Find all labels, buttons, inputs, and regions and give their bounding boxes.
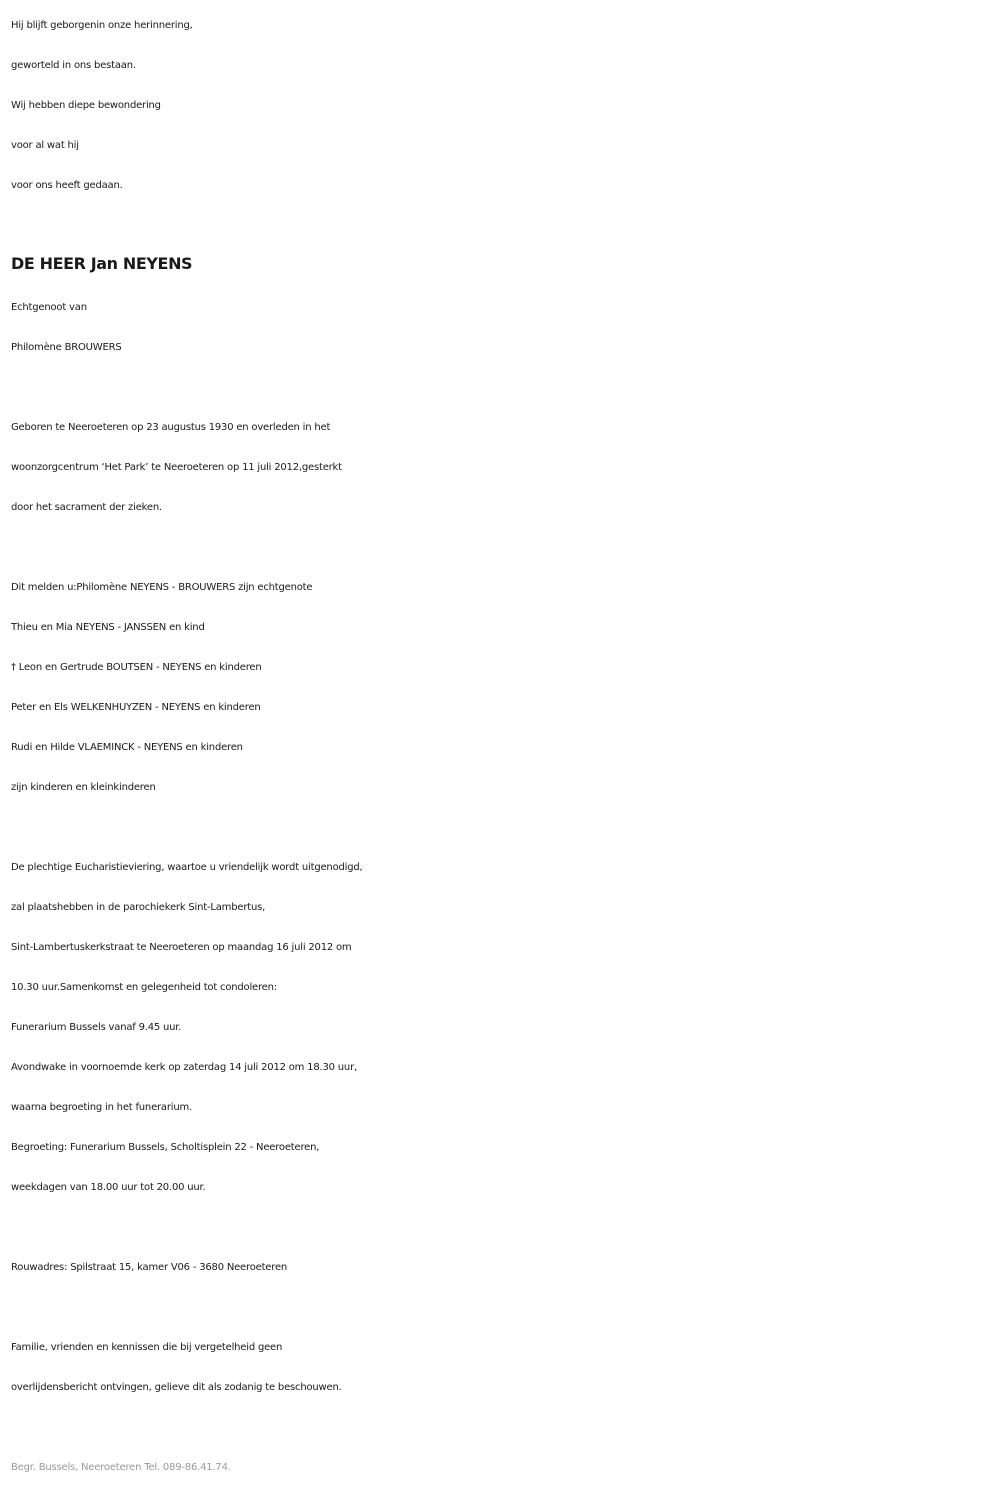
birth-death-line: Geboren te Neeroeteren op 23 augustus 1930 en overleden in het: [11, 422, 331, 433]
notice: [11, 1328, 996, 1408]
ceremony-line: zal plaatshebben in de parochiekerk Sint-Lambertus,: [11, 902, 266, 913]
birth-death-line: door het sacrament der zieken.: [11, 502, 162, 513]
ceremony-line: Funerarium Bussels vanaf 9.45 uur.: [11, 1022, 182, 1033]
mourning-address: Rouwadres: Spilstraat 15, kamer V06 - 3680 Neeroeteren: [11, 1262, 288, 1273]
birth-death-info: [11, 408, 996, 528]
announced-by: [11, 568, 996, 808]
ceremony-line: Avondwake in voornoemde kerk op zaterdag 14 juli 2012 om 18.30 uur,: [11, 1062, 357, 1073]
family-line: † Leon en Gertrude BOUTSEN - NEYENS en kinderen: [11, 662, 262, 673]
poem-line: Wij hebben diepe bewondering: [11, 100, 161, 111]
spacer: [11, 1208, 996, 1248]
poem-line: geworteld in ons bestaan.: [11, 60, 136, 71]
ceremony-line: weekdagen van 18.00 uur tot 20.00 uur.: [11, 1182, 206, 1193]
ceremony-line: De plechtige Eucharistieviering, waartoe u vriendelijk wordt uitgenodigd,: [11, 862, 363, 873]
family-line: Thieu en Mia NEYENS - JANSSEN en kind: [11, 622, 205, 633]
poem-line: Hij blijft geborgenin onze herinnering,: [11, 20, 193, 31]
birth-death-line: woonzorgcentrum ‘Het Park’ te Neeroeteren op 11 juli 2012,gesterkt: [11, 462, 342, 473]
family-line: Dit melden u:Philomène NEYENS - BROUWERS zijn echtgenote: [11, 582, 313, 593]
ceremony-line: waarna begroeting in het funerarium.: [11, 1102, 193, 1113]
ceremony-info: [11, 848, 996, 1208]
spacer: [11, 528, 996, 568]
spacer: [11, 1288, 996, 1328]
ceremony-line: 10.30 uur.Samenkomst en gelegenheid tot condoleren:: [11, 982, 277, 993]
spouse-relation: [11, 288, 996, 368]
funeral-home-footer: Begr. Bussels, Neeroeteren Tel. 089-86.41.74.: [11, 1462, 231, 1473]
spacer: [11, 808, 996, 848]
family-line: zijn kinderen en kleinkinderen: [11, 782, 156, 793]
ceremony-line: Sint-Lambertuskerkstraat te Neeroeteren op maandag 16 juli 2012 om: [11, 942, 352, 953]
obituary-notice: [11, 6, 996, 1488]
relation-line: Echtgenoot van: [11, 302, 87, 313]
poem: [11, 6, 996, 206]
poem-line: voor ons heeft gedaan.: [11, 180, 123, 191]
deceased-name: DE HEER Jan NEYENS: [11, 254, 193, 273]
notice-line: Familie, vrienden en kennissen die bij vergetelheid geen: [11, 1342, 283, 1353]
spacer: [11, 368, 996, 408]
relation-line: Philomène BROUWERS: [11, 342, 122, 353]
ceremony-line: Begroeting: Funerarium Bussels, Scholtisplein 22 - Neeroeteren,: [11, 1142, 320, 1153]
family-line: Peter en Els WELKENHUYZEN - NEYENS en kinderen: [11, 702, 261, 713]
family-line: Rudi en Hilde VLAEMINCK - NEYENS en kinderen: [11, 742, 243, 753]
spacer: [11, 1408, 996, 1448]
poem-line: voor al wat hij: [11, 140, 79, 151]
notice-line: overlijdensbericht ontvingen, gelieve dit als zodanig te beschouwen.: [11, 1382, 342, 1393]
